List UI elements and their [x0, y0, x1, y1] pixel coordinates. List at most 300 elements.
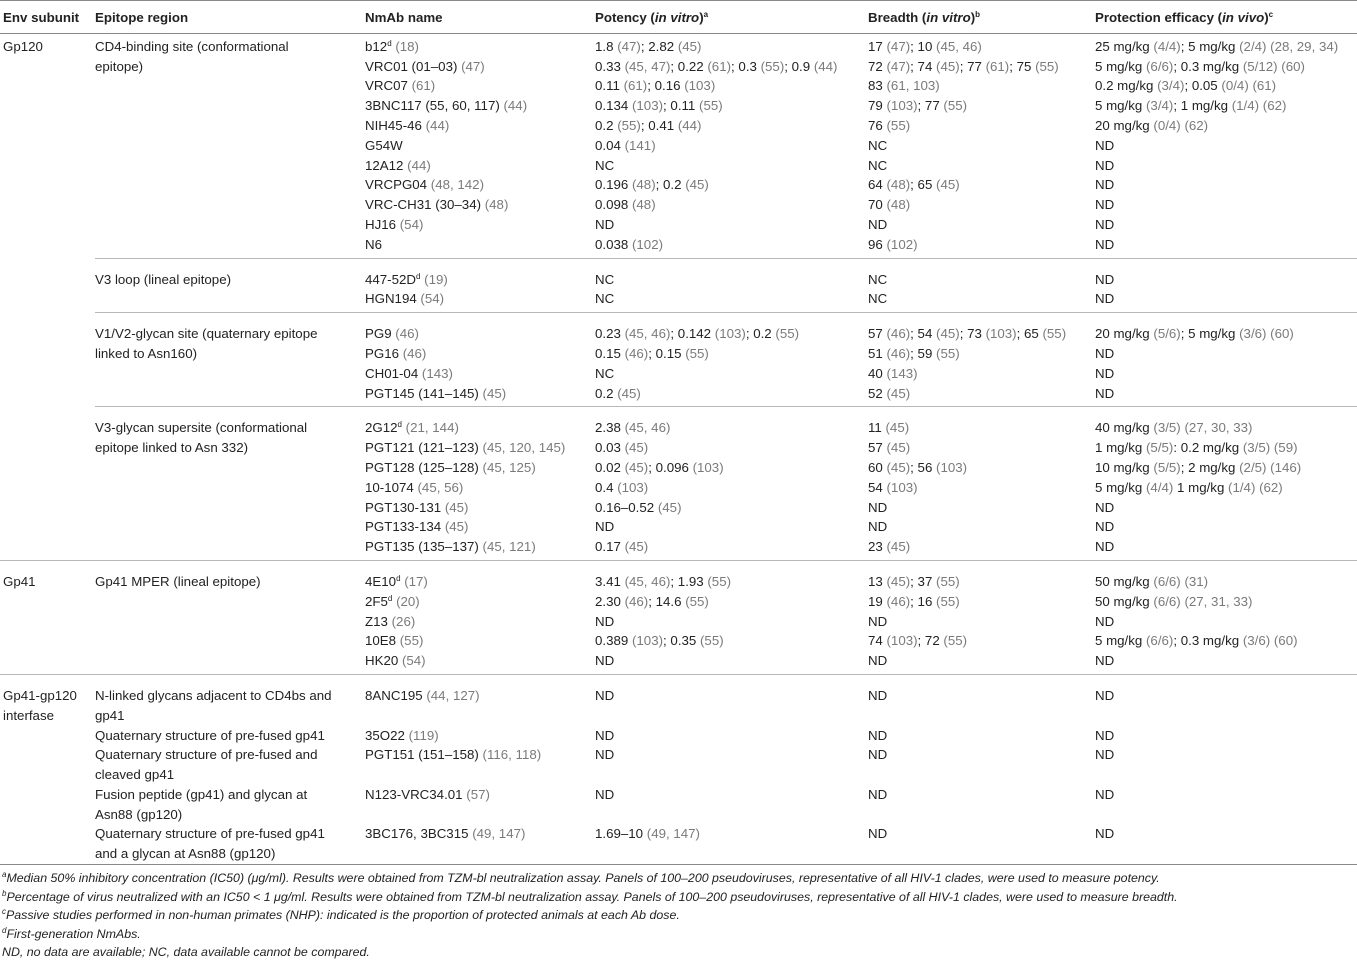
nmab-name-cell: [365, 438, 595, 458]
breadth-cell: ND: [868, 216, 888, 232]
reference-text: (45): [886, 573, 911, 589]
protection-cell: ND: [1095, 747, 1115, 763]
protection-cell: 1 mg/kg (5/5): 0.2 mg/kg (3/5) (59): [1095, 440, 1298, 456]
footnote-text: First-generation NmAbs.: [6, 926, 141, 941]
potency-cell: 0.4 (103): [595, 479, 649, 495]
reference-text: (6/6): [1153, 573, 1181, 589]
nmab-name: PGT151 (151–158): [365, 747, 479, 763]
reference-text: (28, 29, 34): [1270, 38, 1339, 54]
reference-text: (55): [760, 58, 785, 74]
reference-text: (59): [1273, 440, 1298, 456]
reference-text: (0/4): [1221, 78, 1249, 94]
reference-text: (2/5): [1239, 459, 1267, 475]
nmab-references: (57): [462, 786, 490, 802]
protection-cell: ND: [1095, 177, 1115, 193]
reference-text: (46): [886, 326, 911, 342]
potency-cell: 0.15 (46); 0.15 (55): [595, 345, 709, 361]
nmab-name-cell: [365, 384, 595, 407]
header-breadth-sup: b: [975, 10, 981, 19]
nmab-references: (61): [407, 78, 436, 94]
reference-text: (55): [685, 345, 709, 361]
reference-text: (102): [631, 236, 664, 252]
footnote-text: Passive studies performed in non-human primates (NHP): indicated is the proportion of protected animals at each Ab dose.: [6, 908, 680, 922]
reference-text: (48): [631, 197, 656, 213]
reference-text: (103): [886, 633, 918, 649]
env-subunit-cell: Gp120: [0, 33, 95, 258]
reference-text: (60): [1270, 326, 1294, 342]
breadth-cell: ND: [868, 499, 888, 515]
potency-cell: 0.11 (61); 0.16 (103): [595, 78, 716, 94]
epitope-region-cell: Quaternary structure of pre-fused gp41: [95, 727, 325, 743]
reference-text: (61): [985, 58, 1010, 74]
nmab-footnote-mark: d: [397, 420, 402, 430]
nmab-name-cell: [365, 674, 595, 725]
nmab-name: G54W: [365, 137, 403, 153]
potency-cell: ND: [595, 747, 615, 763]
reference-text: (103): [692, 459, 724, 475]
reference-text: (103): [617, 479, 649, 495]
nmab-references: (45): [441, 499, 469, 515]
potency-cell: 0.23 (45, 46); 0.142 (103); 0.2 (55): [595, 313, 868, 344]
table-row: [0, 745, 1357, 785]
reference-text: (141): [624, 137, 656, 153]
reference-text: (55): [685, 593, 709, 609]
reference-text: (55): [699, 98, 723, 114]
protection-cell: 20 mg/kg (0/4) (62): [1095, 117, 1209, 133]
nmab-name: PGT133-134: [365, 519, 442, 535]
nmab-name: 10E8: [365, 633, 397, 649]
nmab-name-cell: [365, 258, 595, 289]
reference-text: (61): [623, 78, 648, 94]
reference-text: (45, 47): [624, 58, 671, 74]
reference-text: (31): [1184, 573, 1209, 589]
breadth-cell: ND: [868, 826, 888, 842]
nmab-name: HJ16: [365, 216, 397, 232]
footnote-mark: b: [2, 888, 7, 898]
potency-cell: ND: [595, 216, 615, 232]
breadth-cell: ND: [868, 786, 888, 802]
reference-text: (60): [1281, 58, 1305, 74]
nmab-references: (45, 120, 145): [478, 440, 566, 456]
reference-text: (2/4): [1239, 38, 1267, 54]
reference-text: (44): [813, 58, 838, 74]
reference-text: (55): [943, 98, 968, 114]
potency-cell: NC: [595, 157, 615, 173]
breadth-cell: 72 (47); 74 (45); 77 (61); 75 (55): [868, 58, 1059, 74]
potency-cell: 0.16–0.52 (45): [595, 499, 682, 515]
table-row: [0, 785, 1357, 825]
reference-text: (103): [886, 479, 918, 495]
nmab-name-cell: [365, 364, 595, 384]
protection-cell: ND: [1095, 216, 1115, 232]
protection-cell: ND: [1095, 258, 1357, 289]
header-potency: [595, 1, 868, 34]
nmab-name: VRC01 (01–03): [365, 58, 458, 74]
footnotes: [0, 864, 1357, 959]
reference-text: (45): [624, 459, 649, 475]
protection-cell: ND: [1095, 499, 1115, 515]
reference-text: (46): [624, 593, 649, 609]
table-row: [0, 258, 1357, 289]
protection-cell: ND: [1095, 826, 1115, 842]
potency-cell: 0.17 (45): [595, 539, 649, 555]
nmab-name: HGN194: [365, 291, 417, 307]
reference-text: (3/6): [1242, 633, 1271, 649]
breadth-cell: ND: [868, 653, 888, 669]
nmab-name-cell: [365, 651, 595, 674]
reference-text: (1/4): [1231, 98, 1260, 114]
footnote: [2, 927, 141, 941]
header-protection-italic: in vivo: [1222, 10, 1265, 25]
reference-text: (45, 46): [936, 38, 982, 54]
header-protection-suffix: ): [1264, 10, 1269, 25]
nmab-references: (54): [398, 653, 426, 669]
nmab-name: 447-52D: [365, 271, 417, 287]
nmab-name: 3BC176, 3BC315: [365, 826, 469, 842]
nmab-name-cell: [365, 560, 595, 591]
potency-cell: 3.41 (45, 46); 1.93 (55): [595, 560, 868, 591]
nmab-name: PGT130-131: [365, 499, 442, 515]
nmab-references: (19): [420, 271, 448, 287]
reference-text: (102): [886, 236, 918, 252]
potency-cell: 0.2 (45): [595, 385, 641, 401]
epitope-region-cell: V3 loop (lineal epitope): [95, 258, 365, 313]
reference-text: (5/5): [1146, 440, 1174, 456]
nmab-name: VRC-CH31 (30–34): [365, 197, 482, 213]
header-row: [0, 1, 1357, 34]
nmab-name-cell: [365, 33, 595, 56]
reference-text: (55): [775, 326, 800, 342]
protection-cell: ND: [1095, 539, 1115, 555]
breadth-cell: NC: [868, 137, 888, 153]
breadth-cell: 13 (45); 37 (55): [868, 560, 1095, 591]
reference-text: (103): [886, 98, 918, 114]
env-subunit-cell: [0, 313, 95, 407]
nmab-name-cell: [365, 726, 595, 746]
header-breadth-italic: in vitro: [926, 10, 971, 25]
nmab-name: b12: [365, 38, 388, 54]
nmab-name-cell: [365, 96, 595, 116]
footnote: [2, 945, 370, 959]
breadth-cell: 74 (103); 72 (55): [868, 633, 968, 649]
header-protection-prefix: Protection efficacy (: [1095, 10, 1223, 25]
epitope-region-cell: CD4-binding site (conformational epitope): [95, 33, 365, 258]
potency-cell: NC: [595, 291, 615, 307]
reference-text: (45): [885, 420, 910, 436]
nmab-name: 10-1074: [365, 479, 414, 495]
header-breadth-prefix: Breadth (: [868, 10, 927, 25]
nmab-references: (46): [399, 345, 427, 361]
reference-text: (3/6): [1239, 326, 1267, 342]
nmab-references: (49, 147): [468, 826, 526, 842]
reference-text: (0/4): [1153, 117, 1181, 133]
breadth-cell: NC: [868, 258, 1095, 289]
nmab-references: (55): [396, 633, 424, 649]
breadth-cell: 40 (143): [868, 365, 918, 381]
reference-text: (48): [631, 177, 656, 193]
reference-text: (45): [886, 459, 911, 475]
reference-text: (49, 147): [646, 826, 700, 842]
reference-text: (27, 30, 33): [1184, 420, 1253, 436]
reference-text: (55): [886, 117, 911, 133]
breadth-cell: 54 (103): [868, 479, 918, 495]
breadth-cell: 79 (103); 77 (55): [868, 98, 968, 114]
reference-text: (103): [684, 78, 716, 94]
potency-cell: ND: [595, 786, 615, 802]
reference-text: (61): [1252, 78, 1277, 94]
header-breadth-suffix: ): [970, 10, 976, 25]
reference-text: (45, 46): [624, 573, 671, 589]
nmab-name-cell: [365, 57, 595, 77]
nmab-references: (45): [478, 385, 507, 401]
header-potency-suffix: ): [699, 10, 704, 25]
nmab-name-cell: [365, 478, 595, 498]
protection-cell: 40 mg/kg (3/5) (27, 30, 33): [1095, 407, 1357, 438]
breadth-cell: 51 (46); 59 (55): [868, 345, 960, 361]
header-protection-sup: c: [1268, 10, 1274, 19]
protection-cell: ND: [1095, 613, 1115, 629]
epitope-region-cell: Fusion peptide (gp41) and glycan at Asn88 (gp120): [95, 786, 308, 822]
reference-text: (5/5): [1153, 459, 1181, 475]
reference-text: (6/6): [1146, 633, 1174, 649]
table-row: [0, 33, 1357, 56]
reference-text: (61, 103): [886, 78, 940, 94]
breadth-cell: 64 (48); 65 (45): [868, 177, 960, 193]
reference-text: (46): [624, 345, 649, 361]
breadth-cell: 11 (45): [868, 407, 1095, 438]
potency-cell: ND: [595, 519, 615, 535]
breadth-cell: ND: [868, 613, 888, 629]
nmab-name: VRC07: [365, 78, 408, 94]
nmab-footnote-mark: d: [387, 38, 392, 48]
nmab-references: (44): [403, 157, 431, 173]
reference-text: (1/4): [1228, 479, 1256, 495]
reference-text: (55): [1035, 58, 1059, 74]
nmab-name: NIH45-46: [365, 117, 422, 133]
nmab-references: (48): [481, 197, 509, 213]
potency-cell: 2.30 (46); 14.6 (55): [595, 593, 709, 609]
reference-text: (61): [707, 58, 732, 74]
nmab-name: N6: [365, 236, 382, 252]
reference-text: (62): [1259, 479, 1283, 495]
nmab-name-cell: [365, 612, 595, 632]
nmab-references: (26): [387, 613, 416, 629]
reference-text: (45): [886, 539, 911, 555]
nmab-references: (45, 56): [413, 479, 464, 495]
nmab-name-cell: [365, 458, 595, 478]
nmab-references: (48, 142): [427, 177, 484, 193]
nmab-references: (45): [441, 519, 469, 535]
reference-text: (62): [1262, 98, 1287, 114]
protection-cell: ND: [1095, 365, 1115, 381]
breadth-cell: NC: [868, 157, 888, 173]
reference-text: (55): [943, 633, 968, 649]
potency-cell: NC: [595, 365, 615, 381]
reference-text: (45): [657, 499, 682, 515]
reference-text: (103): [631, 633, 664, 649]
protection-cell: 0.2 mg/kg (3/4); 0.05 (0/4) (61): [1095, 78, 1277, 94]
protection-cell: ND: [1095, 786, 1115, 802]
potency-cell: 1.8 (47); 2.82 (45): [595, 33, 868, 56]
reference-text: (4/4): [1153, 38, 1181, 54]
table-body: [0, 33, 1357, 867]
header-epitope-region: Epitope region: [95, 1, 365, 34]
header-potency-sup: a: [703, 10, 709, 19]
nmab-references: (45, 121): [478, 539, 536, 555]
nmab-name-cell: [365, 745, 595, 785]
nmab-name-cell: [365, 498, 595, 518]
potency-cell: 0.33 (45, 47); 0.22 (61); 0.3 (55); 0.9 (44): [595, 58, 838, 74]
reference-text: (45): [936, 326, 960, 342]
reference-text: (3/5): [1153, 420, 1181, 436]
reference-text: (45): [886, 440, 911, 456]
nmab-name: CH01-04: [365, 365, 419, 381]
potency-cell: 0.196 (48); 0.2 (45): [595, 177, 709, 193]
protection-cell: ND: [1095, 345, 1115, 361]
reference-text: (45): [936, 58, 960, 74]
nmab-name-cell: [365, 195, 595, 215]
nmab-footnote-mark: d: [387, 593, 393, 603]
env-subunit-cell: [0, 407, 95, 561]
breadth-cell: 83 (61, 103): [868, 78, 940, 94]
nmab-name-cell: [365, 235, 595, 258]
nmab-footnote-mark: d: [396, 573, 401, 583]
reference-text: (103): [936, 459, 968, 475]
nmab-name-cell: [365, 76, 595, 96]
reference-text: (4/4): [1146, 479, 1174, 495]
potency-cell: ND: [595, 674, 868, 725]
protection-cell: 50 mg/kg (6/6) (31): [1095, 560, 1357, 591]
potency-cell: 2.38 (45, 46): [595, 407, 868, 438]
breadth-cell: 57 (45): [868, 440, 911, 456]
reference-text: (3/4): [1146, 98, 1174, 114]
nmab-name: 3BNC117 (55, 60, 117): [365, 98, 500, 114]
protection-cell: 25 mg/kg (4/4); 5 mg/kg (2/4) (28, 29, 34): [1095, 33, 1357, 56]
reference-text: (45): [624, 539, 649, 555]
reference-text: (5/12): [1242, 58, 1278, 74]
nmab-name: Z13: [365, 613, 388, 629]
potency-cell: 0.134 (103); 0.11 (55): [595, 98, 723, 114]
epitope-region-cell: Quaternary structure of pre-fused gp41 and a glycan at Asn88 (gp120): [95, 826, 325, 862]
nmab-name-cell: [365, 824, 595, 867]
breadth-cell: 70 (48): [868, 197, 911, 213]
reference-text: (3/5): [1242, 440, 1271, 456]
reference-text: (48): [886, 197, 911, 213]
reference-text: (47): [886, 38, 911, 54]
footnote-text: Median 50% inhibitory concentration (IC50) (μg/ml). Results were obtained from TZM-bl neutralization assay. Panels of 100–200 pseudoviruses, representative of all HIV-1 clades, were used to measure potency.: [6, 871, 1160, 885]
nmab-references: (45, 125): [478, 459, 536, 475]
nmab-references: (17): [400, 573, 428, 589]
nmab-name-cell: [365, 592, 595, 612]
nmab-name: 8ANC195: [365, 687, 423, 703]
reference-text: (48): [886, 177, 911, 193]
epitope-region-cell: V3-glycan supersite (conformational epitope linked to Asn 332): [95, 407, 365, 561]
nmab-name: PG16: [365, 345, 400, 361]
potency-cell: 1.69–10 (49, 147): [595, 826, 700, 842]
nmab-references: (18): [391, 38, 419, 54]
header-breadth: [868, 1, 1095, 34]
nmab-name-cell: [365, 631, 595, 651]
reference-text: (60): [1273, 633, 1298, 649]
potency-cell: 0.04 (141): [595, 137, 656, 153]
epitope-region-cell: Gp41 MPER (lineal epitope): [95, 560, 365, 674]
reference-text: (55): [936, 345, 960, 361]
reference-text: (146): [1270, 459, 1302, 475]
potency-cell: ND: [595, 653, 615, 669]
nmab-name-cell: [365, 116, 595, 136]
protection-cell: 20 mg/kg (5/6); 5 mg/kg (3/6) (60): [1095, 313, 1357, 344]
breadth-cell: 52 (45): [868, 385, 911, 401]
nmab-references: (54): [416, 291, 445, 307]
reference-text: (45): [886, 385, 911, 401]
nmab-name-cell: [365, 785, 595, 825]
nmab-name-cell: [365, 313, 595, 344]
protection-cell: ND: [1095, 137, 1115, 153]
nmab-name-cell: [365, 344, 595, 364]
potency-cell: 0.02 (45); 0.096 (103): [595, 459, 724, 475]
footnote-mark: d: [2, 925, 7, 935]
reference-text: (62): [1184, 117, 1209, 133]
table-row: [0, 726, 1357, 746]
protection-cell: 5 mg/kg (6/6); 0.3 mg/kg (5/12) (60): [1095, 58, 1305, 74]
footnote-mark: a: [2, 870, 7, 879]
potency-cell: 0.2 (55); 0.41 (44): [595, 117, 702, 133]
protection-cell: ND: [1095, 157, 1115, 173]
nmab-name: PGT121 (121–123): [365, 440, 479, 456]
nmab-name: 2G12: [365, 420, 398, 436]
breadth-cell: 60 (45); 56 (103): [868, 459, 968, 475]
breadth-cell: 76 (55): [868, 117, 911, 133]
footnote: [2, 871, 1160, 885]
breadth-cell: ND: [868, 519, 888, 535]
protection-cell: ND: [1095, 727, 1115, 743]
protection-cell: 10 mg/kg (5/5); 2 mg/kg (2/5) (146): [1095, 459, 1302, 475]
footnote: [2, 908, 680, 922]
reference-text: (103): [631, 98, 664, 114]
nmab-name: HK20: [365, 653, 399, 669]
reference-text: (103): [985, 326, 1017, 342]
nmab-references: (119): [404, 727, 439, 743]
potency-cell: ND: [595, 613, 615, 629]
nmab-references: (47): [457, 58, 485, 74]
reference-text: (44): [677, 117, 702, 133]
reference-text: (45, 46): [624, 326, 671, 342]
reference-text: (6/6): [1153, 593, 1181, 609]
reference-text: (55): [936, 573, 960, 589]
nmab-references: (20): [392, 593, 420, 609]
nmab-references: (44): [421, 117, 450, 133]
table-row: [0, 313, 1357, 344]
env-subunit-cell: [0, 258, 95, 313]
breadth-cell: ND: [868, 674, 1095, 725]
header-protection: [1095, 1, 1357, 34]
breadth-cell: 19 (46); 16 (55): [868, 593, 960, 609]
table-row: [0, 674, 1357, 725]
breadth-cell: ND: [868, 727, 888, 743]
protection-cell: 5 mg/kg (4/4) 1 mg/kg (1/4) (62): [1095, 479, 1283, 495]
protection-cell: ND: [1095, 385, 1115, 401]
header-env-subunit: Env subunit: [0, 1, 95, 34]
header-nmab-name: NmAb name: [365, 1, 595, 34]
reference-text: (46): [886, 593, 911, 609]
protection-cell: ND: [1095, 291, 1115, 307]
potency-cell: NC: [595, 258, 868, 289]
reference-text: (45): [617, 385, 641, 401]
nmab-name: PGT135 (135–137): [365, 539, 479, 555]
nmab-name-cell: [365, 537, 595, 560]
reference-text: (5/6): [1153, 326, 1181, 342]
nmab-name: 4E10: [365, 573, 397, 589]
